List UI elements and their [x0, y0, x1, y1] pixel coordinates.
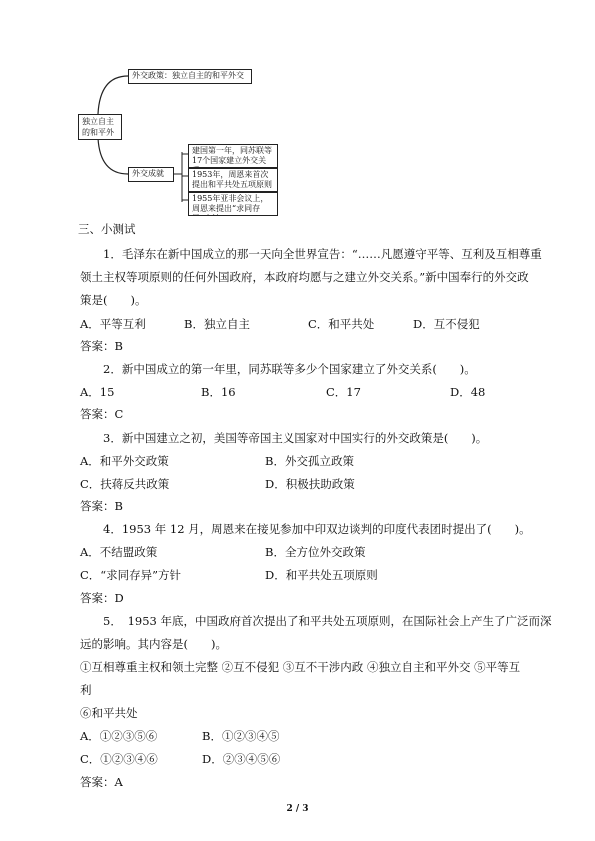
q5-line5: ⑥和平共处	[80, 706, 138, 720]
q1-line3: 策是( )。	[80, 293, 147, 307]
q4-line1: 4．1953 年 12 月，周恩来在接见参加中印双边谈判的印度代表团时提出了( )。	[103, 522, 531, 536]
q1-option-d: D．互不侵犯	[413, 317, 480, 331]
q1-option-b: B．独立自主	[184, 317, 250, 331]
q2-option-c: C．17	[326, 385, 361, 399]
q5-line3: ①互相尊重主权和领土完整 ②互不侵犯 ③互不干涉内政 ④独立自主和平外交 ⑤平等互	[80, 660, 521, 674]
q4-option-a: A．不结盟政策	[80, 545, 158, 559]
q3-option-c: C．扶蒋反共政策	[80, 477, 170, 491]
page-number: 2 / 3	[286, 804, 309, 814]
q5-line4: 利	[80, 683, 92, 697]
q4-option-d: D．和平共处五项原则	[265, 568, 378, 582]
mindmap-root: 独立自主的和平外	[78, 114, 122, 140]
q5-line2: 远的影响。其内容是( )。	[80, 637, 227, 651]
q4-answer: 答案：D	[80, 591, 124, 605]
q1-answer: 答案：B	[80, 339, 123, 353]
q4-option-c: C．“求同存异”方针	[80, 568, 182, 582]
q5-option-d: D．②③④⑤⑥	[202, 752, 281, 766]
q4-option-b: B．全方位外交政策	[265, 545, 366, 559]
q2-line1: 2．新中国成立的第一年里，同苏联等多少个国家建立了外交关系( )。	[103, 362, 476, 376]
mindmap-policy-box: 外交政策：独立自主的和平外交	[128, 69, 252, 84]
q2-option-b: B．16	[201, 385, 236, 399]
section-title: 三、小测试	[78, 222, 136, 236]
q5-option-a: A．①②③⑤⑥	[80, 729, 158, 743]
q3-option-a: A．和平外交政策	[80, 454, 169, 468]
q2-answer: 答案：C	[80, 407, 124, 421]
q5-answer: 答案：A	[80, 775, 123, 789]
q3-line1: 3．新中国建立之初，美国等帝国主义国家对中国实行的外交政策是( )。	[103, 431, 488, 445]
q3-option-b: B．外交孤立政策	[265, 454, 354, 468]
q5-option-b: B．①②③④⑤	[202, 729, 280, 743]
mindmap-achievement-3: 1955年亚非会议上，周恩来提出“求同存	[188, 192, 278, 216]
q5-line1: 5． 1953 年底，中国政府首次提出了和平共处五项原则，在国际社会上产生了广泛而深	[103, 614, 552, 628]
q1-option-c: C．和平共处	[308, 317, 375, 331]
mindmap-achievement-1: 建国第一年，同苏联等17个国家建立外交关	[188, 144, 278, 168]
mindmap-diagram	[78, 64, 278, 216]
mindmap-achievement-2: 1953年，周恩来首次提出和平共处五项原则	[188, 168, 278, 192]
q1-line1: 1．毛泽东在新中国成立的那一天向全世界宣告：“……凡愿遵守平等、互利及互相尊重	[103, 247, 542, 261]
q2-option-a: A．15	[80, 385, 115, 399]
q3-option-d: D．积极扶助政策	[265, 477, 355, 491]
q1-line2: 领土主权等项原则的任何外国政府，本政府均愿与之建立外交关系。”新中国奉行的外交政	[80, 270, 529, 284]
q2-option-d: D．48	[450, 385, 486, 399]
mindmap-achievement-label: 外交成就	[128, 167, 174, 182]
q5-option-c: C．①②③④⑥	[80, 752, 158, 766]
q3-answer: 答案：B	[80, 499, 123, 513]
q1-option-a: A．平等互利	[80, 317, 146, 331]
